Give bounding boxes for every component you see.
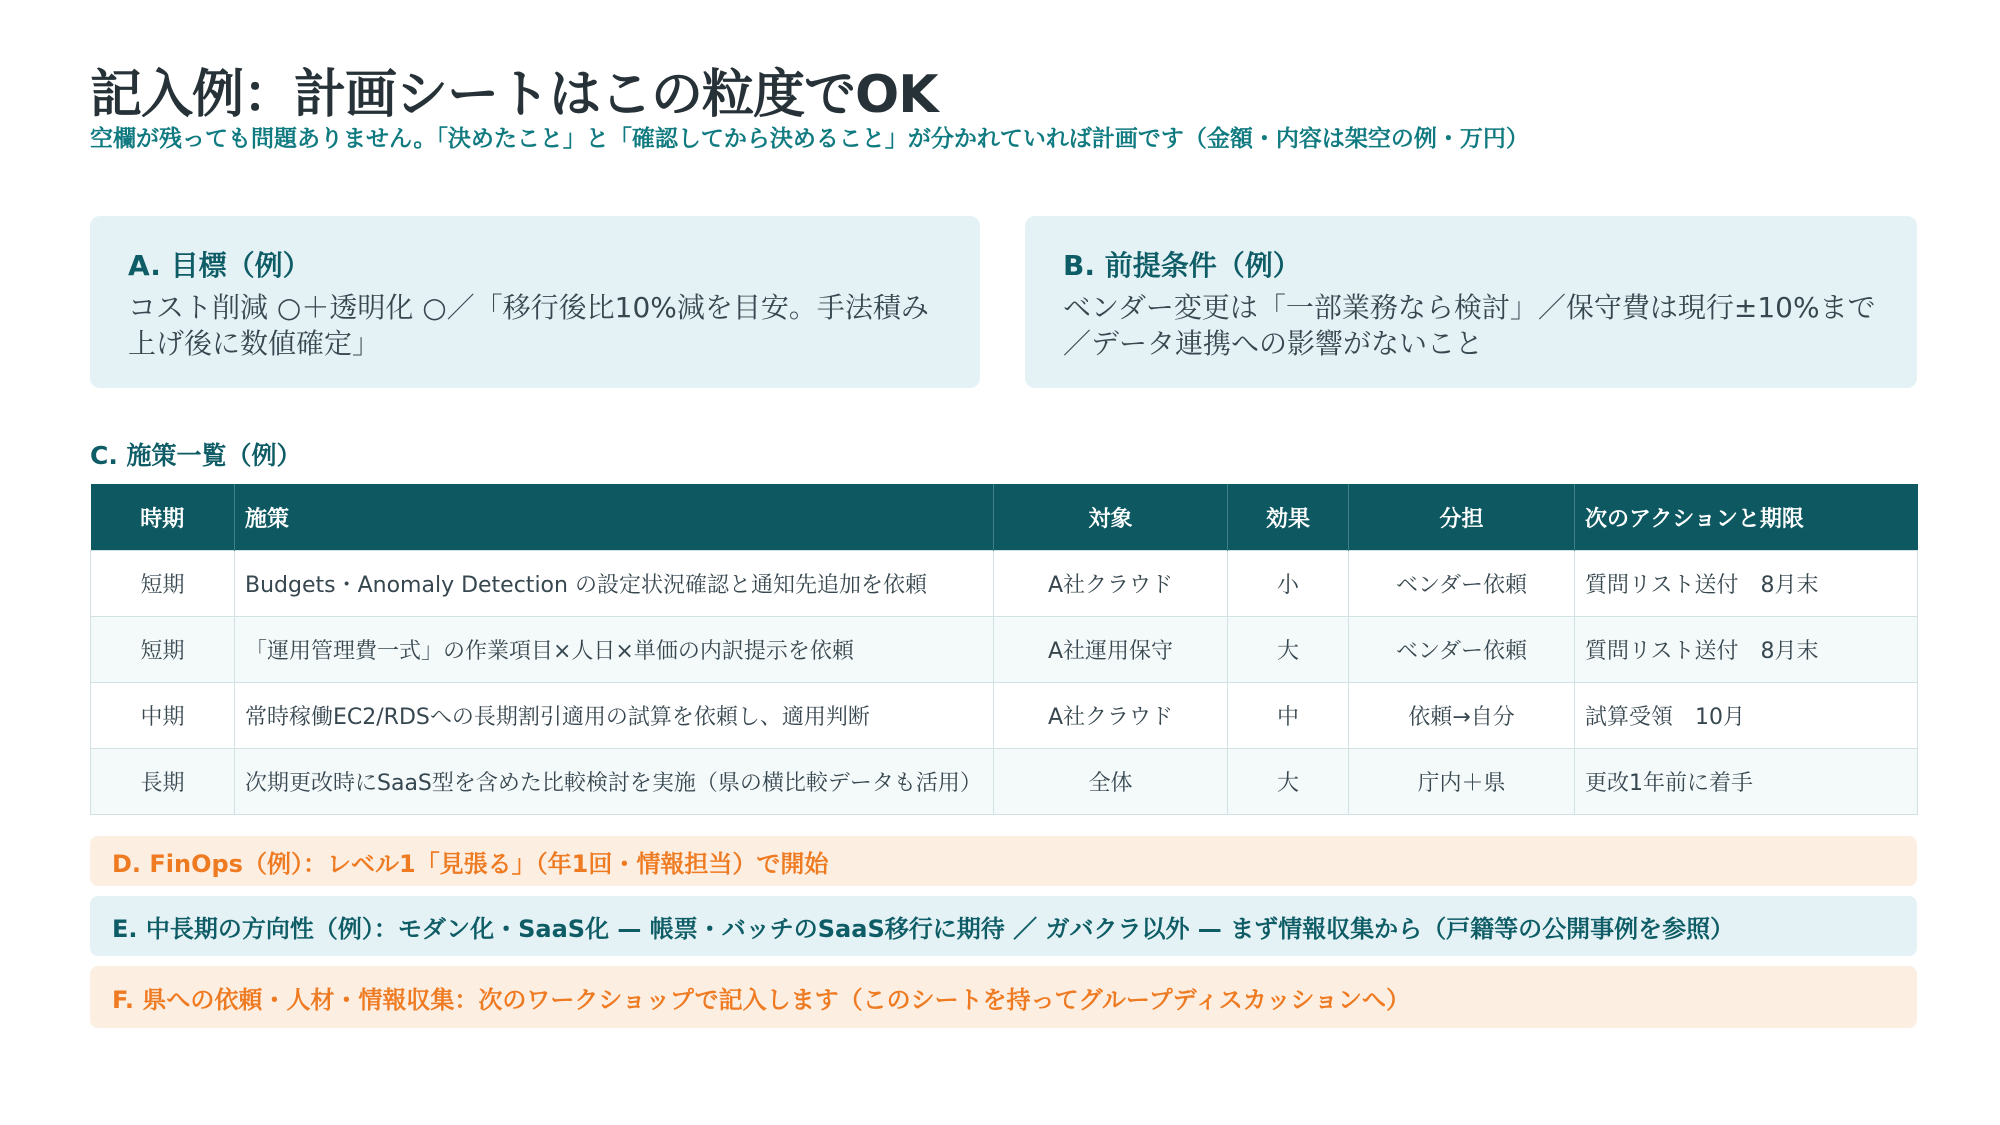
cell-effect: 大 [1228, 749, 1349, 815]
cell-assignment: 庁内＋県 [1349, 749, 1575, 815]
card-preconditions-body: ベンダー変更は「一部業務なら検討」／保守費は現行±10%まで／データ連携への影響がないこと [1063, 291, 1876, 360]
card-goal-heading: A. 目標（例） [128, 249, 311, 282]
cell-measure: Budgets・Anomaly Detection の設定状況確認と通知先追加を依頼 [235, 551, 994, 617]
section-measures-heading: C. 施策一覧（例） [90, 441, 302, 470]
finops-bar: D. FinOps（例）：レベル1「見張る」（年1回・情報担当）で開始 [90, 836, 1917, 886]
page-subtitle: 空欄が残っても問題ありません。「決めたこと」と「確認してから決めること」が分かれていれば計画です（金額・内容は架空の例・万円） [90, 126, 1529, 152]
card-goal [90, 216, 980, 388]
header-measure: 施策 [235, 484, 994, 551]
cell-measure: 「運用管理費一式」の作業項目×人日×単価の内訳提示を依頼 [235, 617, 994, 683]
cell-next-action: 質問リスト送付 8月末 [1575, 617, 1918, 683]
prefecture-request-bar: F. 県への依頼・人材・情報収集：次のワークショップで記入します（このシートを持ってグループディスカッションへ） [90, 966, 1917, 1028]
page-title: 記入例：計画シートはこの粒度でOK [90, 65, 938, 125]
cell-effect: 小 [1228, 551, 1349, 617]
direction-bar: E. 中長期の方向性（例）：モダン化・SaaS化 — 帳票・バッチのSaaS移行に期待 ／ ガバクラ以外 — まず情報収集から（戸籍等の公開事例を参照） [90, 896, 1917, 956]
cell-assignment: 依頼→自分 [1349, 683, 1575, 749]
cell-effect: 大 [1228, 617, 1349, 683]
card-goal-body: コスト削減 ○＋透明化 ○／「移行後比10%減を目安。手法積み上げ後に数値確定」 [128, 291, 929, 360]
table-row [91, 551, 1918, 617]
cell-next-action: 質問リスト送付 8月末 [1575, 551, 1918, 617]
measures-table [90, 484, 1918, 815]
cell-period: 中期 [91, 683, 235, 749]
cell-next-action: 更改1年前に着手 [1575, 749, 1918, 815]
cell-period: 長期 [91, 749, 235, 815]
cell-measure: 常時稼働EC2/RDSへの長期割引適用の試算を依頼し、適用判断 [235, 683, 994, 749]
card-preconditions-heading: B. 前提条件（例） [1063, 249, 1301, 282]
cell-assignment: ベンダー依頼 [1349, 617, 1575, 683]
header-next-action: 次のアクションと期限 [1575, 484, 1918, 551]
header-target: 対象 [994, 484, 1228, 551]
header-period: 時期 [91, 484, 235, 551]
table-row [91, 617, 1918, 683]
cell-period: 短期 [91, 617, 235, 683]
table-header-row [91, 484, 1918, 551]
cell-measure: 次期更改時にSaaS型を含めた比較検討を実施（県の横比較データも活用） [235, 749, 994, 815]
cell-target: 全体 [994, 749, 1228, 815]
header-assignment: 分担 [1349, 484, 1575, 551]
header-effect: 効果 [1228, 484, 1349, 551]
card-preconditions [1025, 216, 1917, 388]
cell-target: A社クラウド [994, 551, 1228, 617]
table-row [91, 683, 1918, 749]
cell-target: A社運用保守 [994, 617, 1228, 683]
cell-assignment: ベンダー依頼 [1349, 551, 1575, 617]
cell-period: 短期 [91, 551, 235, 617]
cell-target: A社クラウド [994, 683, 1228, 749]
table-row [91, 749, 1918, 815]
cell-effect: 中 [1228, 683, 1349, 749]
cell-next-action: 試算受領 10月 [1575, 683, 1918, 749]
